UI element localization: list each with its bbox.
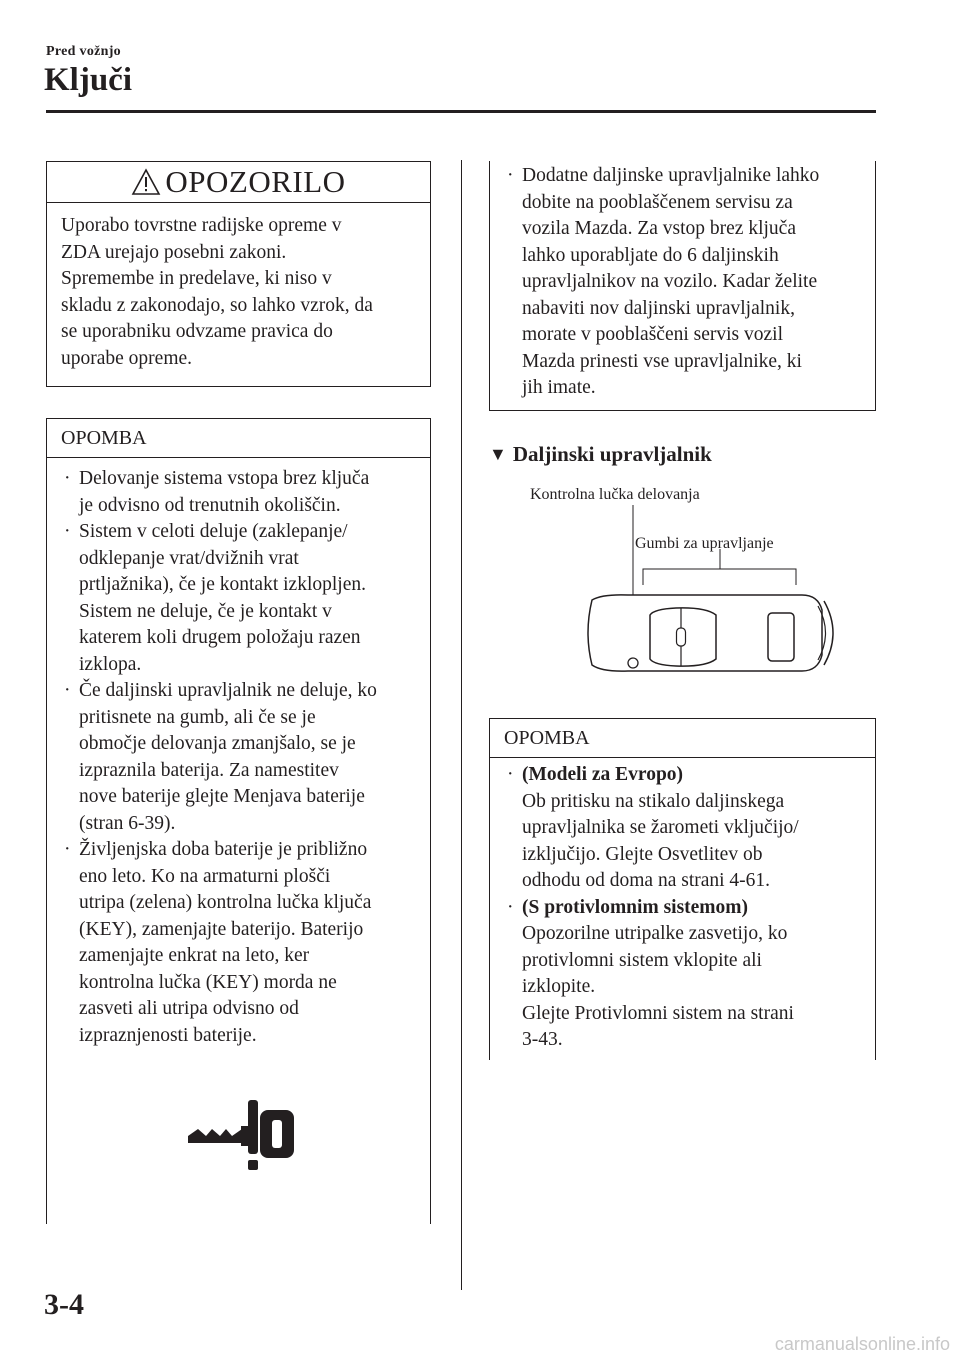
note-list — [490, 161, 875, 402]
warning-line: se uporabniku odvzame pravica do — [61, 321, 333, 342]
note-line: vozila Mazda. Za vstop brez ključa — [522, 218, 796, 239]
header-rule — [46, 110, 876, 113]
remote-control-illustration — [580, 505, 840, 690]
note-title: OPOMBA — [47, 419, 430, 458]
subsection-heading — [489, 442, 712, 467]
note-line: katerem koli drugem položaju razen — [79, 627, 361, 648]
column-divider — [461, 160, 462, 1290]
indicator-label: Kontrolna lučka delovanja — [530, 486, 700, 503]
note-line: eno leto. Ko na armaturni plošči — [79, 865, 331, 887]
watermark: carmanualsonline.info — [774, 1334, 950, 1354]
note-item — [61, 519, 420, 678]
section-label: Pred vožnjo — [46, 44, 121, 59]
note-line: (stran 6-39). — [79, 812, 176, 834]
page-title: Ključi — [44, 62, 132, 98]
note-line: izključijo. Glejte Osvetlitev ob — [522, 843, 763, 865]
note-line: pritisnete na gumb, ali če se je — [79, 706, 316, 728]
note-line: izklopite. — [522, 976, 596, 997]
note-line: odklepanje vrat/dvižnih vrat — [79, 547, 299, 569]
note-line: zamenjajte enkrat na leto, ker — [79, 945, 310, 966]
note-continuation-box — [489, 161, 876, 411]
warning-triangle-icon — [131, 168, 161, 196]
note-line: Ob pritisku na stikalo daljinskega — [522, 790, 785, 812]
note-item — [504, 163, 865, 402]
note-line: dobite na pooblaščenem servisu za — [522, 191, 793, 213]
note-line: upravljalnika se žarometi vključijo/ — [522, 817, 799, 838]
warning-line: Uporabo tovrstne radijske opreme v — [61, 215, 342, 236]
note-item — [61, 837, 420, 1049]
note-line: izpraznjenosti baterije. — [79, 1024, 257, 1046]
note-line: nabaviti nov daljinski upravljalnik, — [522, 297, 795, 319]
note-line: kontrolna lučka (KEY) morda ne — [79, 971, 337, 993]
note-line: morate v pooblaščeni servis vozil — [522, 324, 784, 345]
note-list — [47, 458, 430, 1049]
warning-box — [46, 161, 431, 387]
warning-text — [47, 203, 430, 372]
note-line: lahko uporabljate do 6 daljinskih — [522, 244, 779, 266]
note-line: prtljažnika), če je kontakt izklopljen. — [79, 574, 366, 595]
note-line: protivlomni sistem vklopite ali — [522, 949, 762, 971]
warning-header — [47, 162, 430, 203]
note-item-heading: · (Modeli za Evropo) — [522, 764, 684, 785]
note-line: nove baterije glejte Menjava baterije — [79, 786, 365, 807]
note-item — [61, 466, 420, 519]
note-box — [489, 718, 876, 1060]
note-line: zasveti ali utripa odvisno od — [79, 998, 299, 1019]
note-line: Mazda prinesti vse upravljalnike, ki — [522, 350, 802, 372]
note-line: območje delovanja zmanjšalo, se je — [79, 733, 356, 754]
page-number: 3-4 — [44, 1288, 84, 1321]
down-triangle-icon: ▼ — [489, 444, 507, 464]
note-title: OPOMBA — [490, 719, 875, 758]
note-item — [504, 895, 865, 1054]
warning-title: OPOZORILO — [165, 164, 346, 199]
note-line: utripa (zelena) kontrolna lučka ključa — [79, 892, 372, 913]
note-line: · Delovanje sistema vstopa brez ključa — [79, 468, 370, 489]
note-line: izklopa. — [79, 653, 142, 675]
warning-line: skladu z zakonodajo, so lahko vzrok, da — [61, 294, 373, 316]
note-line: · Dodatne daljinske upravljalnike lahko — [522, 165, 820, 186]
note-line: · Življenjska doba baterije je približno — [79, 839, 368, 860]
note-line: Opozorilne utripalke zasvetijo, ko — [522, 923, 788, 944]
note-line: Sistem ne deluje, če je kontakt v — [79, 600, 332, 622]
key-indicator-icon — [184, 1096, 300, 1176]
note-line: · Če daljinski upravljalnik ne deluje, ko — [79, 680, 377, 701]
note-line: jih imate. — [522, 377, 596, 398]
note-line: izpraznila baterija. Za namestitev — [79, 759, 339, 781]
note-line: Glejte Protivlomni sistem na strani — [522, 1002, 794, 1024]
warning-line: Spremembe in predelave, ki niso v — [61, 268, 332, 289]
warning-line: uporabe opreme. — [61, 347, 193, 369]
buttons-label: Gumbi za upravljanje — [635, 535, 774, 552]
note-line: je odvisno od trenutnih okoliščin. — [79, 494, 341, 516]
note-item-heading: · (S protivlomnim sistemom) — [522, 896, 749, 918]
warning-line: ZDA urejajo posebni zakoni. — [61, 241, 287, 263]
note-item — [504, 762, 865, 895]
subsection-heading-text: Daljinski upravljalnik — [512, 442, 712, 466]
note-line: odhodu od doma na strani 4-61. — [522, 870, 771, 891]
note-item — [61, 678, 420, 837]
note-line: · Sistem v celoti deluje (zaklepanje/ — [79, 521, 348, 542]
note-line: (KEY), zamenjajte baterijo. Baterijo — [79, 918, 364, 940]
note-list — [490, 758, 875, 1054]
note-line: upravljalnikov na vozilo. Kadar želite — [522, 271, 818, 292]
note-line: 3-43. — [522, 1029, 563, 1050]
